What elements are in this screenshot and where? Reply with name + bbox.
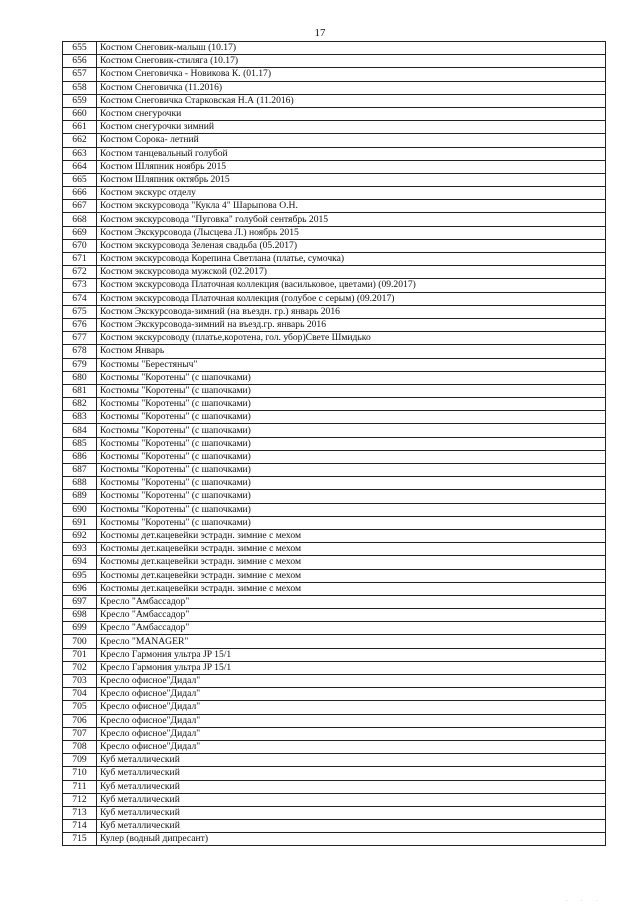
table-row [63, 42, 606, 55]
table-row [63, 516, 606, 529]
item-name: Куб металлический [97, 806, 606, 819]
table-row [63, 147, 606, 160]
item-name: Костюм Снеговик-стиляга (10.17) [97, 55, 606, 68]
row-number: 671 [63, 253, 97, 266]
table-row [63, 371, 606, 384]
row-number: 689 [63, 490, 97, 503]
table-row [63, 569, 606, 582]
table-row [63, 187, 606, 200]
item-name: Костюмы "Коротены" (с шапочками) [97, 384, 606, 397]
item-name: Кресло офисное"Дидал" [97, 675, 606, 688]
table-row [63, 200, 606, 213]
item-name: Кресло "Амбассадор" [97, 609, 606, 622]
row-number: 663 [63, 147, 97, 160]
table-row [63, 529, 606, 542]
table-row [63, 253, 606, 266]
item-name: Костюмы "Коротены" (с шапочками) [97, 503, 606, 516]
item-name: Костюмы "Берестяныч" [97, 358, 606, 371]
row-number: 658 [63, 81, 97, 94]
item-name: Костюм Сорока- летний [97, 134, 606, 147]
row-number: 674 [63, 292, 97, 305]
item-name: Кулер (водный дипресант) [97, 833, 606, 846]
row-number: 702 [63, 661, 97, 674]
item-name: Костюмы "Коротены" (с шапочками) [97, 464, 606, 477]
row-number: 662 [63, 134, 97, 147]
item-name: Костюм Экскурсовода-зимний на въезд.гр. январь 2016 [97, 318, 606, 331]
table-row [63, 820, 606, 833]
row-number: 701 [63, 648, 97, 661]
item-name: Костюмы "Коротены" (с шапочками) [97, 490, 606, 503]
page-number: 17 [314, 27, 326, 39]
table-row [63, 68, 606, 81]
table-row [63, 727, 606, 740]
row-number: 665 [63, 173, 97, 186]
item-name: Кресло офисное"Дидал" [97, 727, 606, 740]
row-number: 667 [63, 200, 97, 213]
table-row [63, 345, 606, 358]
item-name: Кресло Гармония ультра JP 15/1 [97, 648, 606, 661]
item-name: Костюмы "Коротены" (с шапочками) [97, 398, 606, 411]
table-row [63, 318, 606, 331]
table-row [63, 767, 606, 780]
table-row [63, 582, 606, 595]
item-name: Костюм экскурсовода "Пуговка" голубой сентябрь 2015 [97, 213, 606, 226]
item-name: Костюмы "Коротены" (с шапочками) [97, 371, 606, 384]
table-row [63, 661, 606, 674]
item-name: Костюм экскурсовода Зеленая свадьба (05.2017) [97, 239, 606, 252]
row-number: 713 [63, 806, 97, 819]
item-name: Костюмы дет.кацевейки эстрадн. зимние с мехом [97, 543, 606, 556]
item-name: Костюм экскурсовода Корепина Светлана (платье, сумочка) [97, 253, 606, 266]
row-number: 669 [63, 226, 97, 239]
item-name: Кресло "MANAGER" [97, 635, 606, 648]
row-number: 706 [63, 714, 97, 727]
table-row [63, 648, 606, 661]
item-name: Куб металлический [97, 767, 606, 780]
table-row [63, 437, 606, 450]
table-row [63, 398, 606, 411]
table-row [63, 701, 606, 714]
row-number: 668 [63, 213, 97, 226]
item-name: Кресло Гармония ультра JP 15/1 [97, 661, 606, 674]
item-name: Костюм снегурочки [97, 107, 606, 120]
table-row [63, 134, 606, 147]
row-number: 704 [63, 688, 97, 701]
item-name: Костюм экскурсовода Платочная коллекция (голубое с серым) (09.2017) [97, 292, 606, 305]
item-name: Костюмы дет.кацевейки эстрадн. зимние с мехом [97, 569, 606, 582]
row-number: 656 [63, 55, 97, 68]
table-row [63, 609, 606, 622]
item-name: Костюмы дет.кацевейки эстрадн. зимние с мехом [97, 582, 606, 595]
table-row [63, 411, 606, 424]
table-row [63, 675, 606, 688]
row-number: 661 [63, 121, 97, 134]
table-row [63, 55, 606, 68]
table-row [63, 754, 606, 767]
table-row [63, 793, 606, 806]
row-number: 683 [63, 411, 97, 424]
item-name: Костюм Снеговичка Старковская Н.А (11.2016) [97, 94, 606, 107]
table-row [63, 595, 606, 608]
row-number: 710 [63, 767, 97, 780]
row-number: 708 [63, 740, 97, 753]
row-number: 673 [63, 279, 97, 292]
item-name: Костюм экскурс отделу [97, 187, 606, 200]
item-name: Куб металлический [97, 793, 606, 806]
table-row [63, 477, 606, 490]
inventory-table [62, 41, 606, 846]
row-number: 657 [63, 68, 97, 81]
row-number: 655 [63, 42, 97, 55]
item-name: Костюм Снеговичка (11.2016) [97, 81, 606, 94]
item-name: Костюмы "Коротены" (с шапочками) [97, 437, 606, 450]
item-name: Костюмы "Коротены" (с шапочками) [97, 477, 606, 490]
scan-mark: . . . [566, 897, 604, 903]
table-row [63, 266, 606, 279]
item-name: Куб металлический [97, 754, 606, 767]
table-row [63, 833, 606, 846]
item-name: Костюм танцевальный голубой [97, 147, 606, 160]
row-number: 690 [63, 503, 97, 516]
row-number: 687 [63, 464, 97, 477]
row-number: 695 [63, 569, 97, 582]
row-number: 670 [63, 239, 97, 252]
row-number: 707 [63, 727, 97, 740]
row-number: 676 [63, 318, 97, 331]
item-name: Костюм экскурсовода Платочная коллекция (васильковое, цветами) (09.2017) [97, 279, 606, 292]
item-name: Куб металлический [97, 780, 606, 793]
item-name: Костюм Шляпник октябрь 2015 [97, 173, 606, 186]
table-row [63, 226, 606, 239]
row-number: 659 [63, 94, 97, 107]
item-name: Кресло "Амбассадор" [97, 595, 606, 608]
row-number: 660 [63, 107, 97, 120]
row-number: 700 [63, 635, 97, 648]
row-number: 709 [63, 754, 97, 767]
table-row [63, 121, 606, 134]
table-row [63, 490, 606, 503]
table-row [63, 94, 606, 107]
row-number: 692 [63, 529, 97, 542]
item-name: Кресло "Амбассадор" [97, 622, 606, 635]
item-name: Кресло офисное"Дидал" [97, 688, 606, 701]
row-number: 714 [63, 820, 97, 833]
table-row [63, 714, 606, 727]
row-number: 675 [63, 305, 97, 318]
item-name: Костюмы "Коротены" (с шапочками) [97, 450, 606, 463]
row-number: 703 [63, 675, 97, 688]
row-number: 712 [63, 793, 97, 806]
row-number: 697 [63, 595, 97, 608]
row-number: 711 [63, 780, 97, 793]
table-row [63, 173, 606, 186]
item-name: Костюмы "Коротены" (с шапочками) [97, 424, 606, 437]
table-row [63, 622, 606, 635]
row-number: 693 [63, 543, 97, 556]
row-number: 684 [63, 424, 97, 437]
table-row [63, 107, 606, 120]
item-name: Костюм Снеговик-малыш (10.17) [97, 42, 606, 55]
item-name: Костюм экскурсоводу (платье,коротена, гол. убор)Свете Шмидько [97, 332, 606, 345]
row-number: 679 [63, 358, 97, 371]
row-number: 681 [63, 384, 97, 397]
item-name: Костюм Экскурсовода-зимний (на въездн. гр.) январь 2016 [97, 305, 606, 318]
row-number: 678 [63, 345, 97, 358]
row-number: 682 [63, 398, 97, 411]
item-name: Костюм Экскурсовода (Лысцева Л.) ноябрь 2015 [97, 226, 606, 239]
row-number: 698 [63, 609, 97, 622]
table-row [63, 305, 606, 318]
item-name: Костюмы дет.кацевейки эстрадн. зимние с мехом [97, 556, 606, 569]
table-row [63, 358, 606, 371]
table-row [63, 780, 606, 793]
table-row [63, 543, 606, 556]
table-row [63, 450, 606, 463]
row-number: 677 [63, 332, 97, 345]
item-name: Костюмы "Коротены" (с шапочками) [97, 411, 606, 424]
table-row [63, 464, 606, 477]
item-name: Куб металлический [97, 820, 606, 833]
row-number: 672 [63, 266, 97, 279]
row-number: 685 [63, 437, 97, 450]
item-name: Кресло офисное"Дидал" [97, 740, 606, 753]
item-name: Костюмы дет.кацевейки эстрадн. зимние с мехом [97, 529, 606, 542]
table-row [63, 279, 606, 292]
row-number: 666 [63, 187, 97, 200]
item-name: Костюм экскурсовода "Кукла 4" Шарыпова О.Н. [97, 200, 606, 213]
row-number: 696 [63, 582, 97, 595]
table-row [63, 635, 606, 648]
item-name: Костюм Январь [97, 345, 606, 358]
row-number: 715 [63, 833, 97, 846]
item-name: Кресло офисное"Дидал" [97, 714, 606, 727]
table-row [63, 239, 606, 252]
table-row [63, 384, 606, 397]
item-name: Костюмы "Коротены" (с шапочками) [97, 516, 606, 529]
table-row [63, 806, 606, 819]
row-number: 699 [63, 622, 97, 635]
row-number: 691 [63, 516, 97, 529]
table-row [63, 213, 606, 226]
table-row [63, 332, 606, 345]
table-row [63, 81, 606, 94]
item-name: Костюм Шляпник ноябрь 2015 [97, 160, 606, 173]
table-row [63, 292, 606, 305]
row-number: 664 [63, 160, 97, 173]
row-number: 680 [63, 371, 97, 384]
item-name: Костюм Снеговичка - Новикова К. (01.17) [97, 68, 606, 81]
table-row [63, 556, 606, 569]
row-number: 694 [63, 556, 97, 569]
table-row [63, 740, 606, 753]
table-row [63, 424, 606, 437]
row-number: 705 [63, 701, 97, 714]
row-number: 688 [63, 477, 97, 490]
item-name: Костюм снегурочки зимний [97, 121, 606, 134]
table-row [63, 160, 606, 173]
item-name: Костюм экскурсовода мужской (02.2017) [97, 266, 606, 279]
item-name: Кресло офисное"Дидал" [97, 701, 606, 714]
table-row [63, 688, 606, 701]
row-number: 686 [63, 450, 97, 463]
inventory-table-body [63, 42, 606, 846]
table-row [63, 503, 606, 516]
